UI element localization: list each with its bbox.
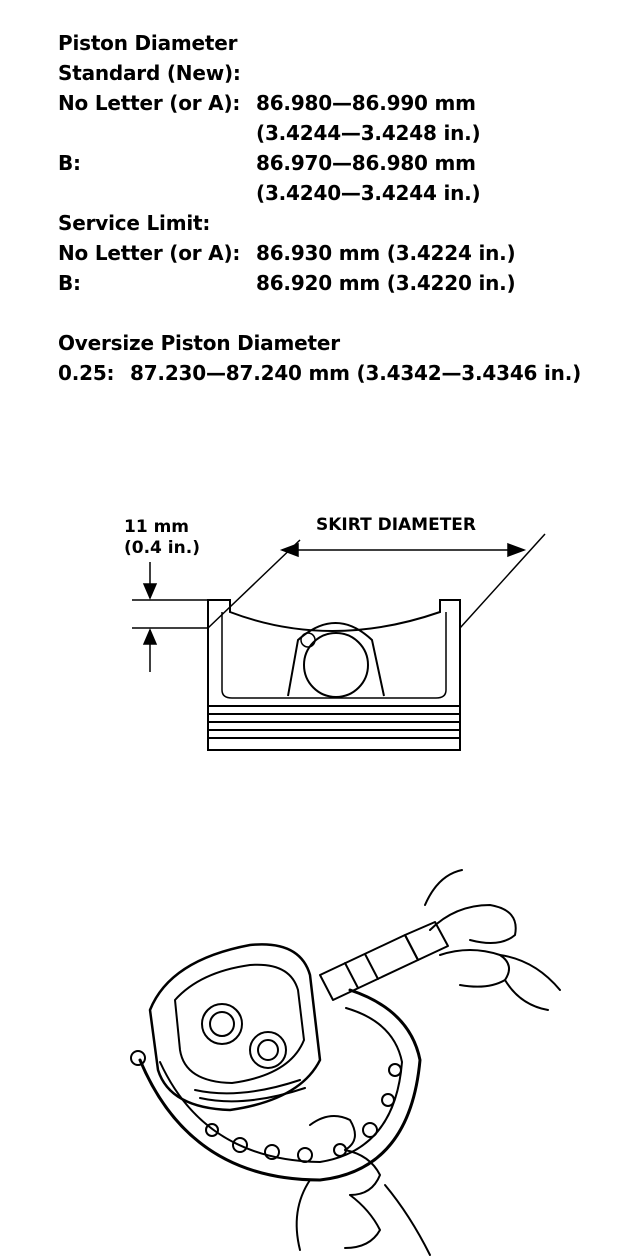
service-b-value: 86.920 mm (3.4220 in.) — [256, 271, 516, 295]
standard-row-a — [58, 88, 628, 118]
offset-in-label: (0.4 in.) — [124, 538, 200, 558]
service-row-b — [58, 268, 628, 298]
service-b-label: B: — [58, 271, 81, 295]
service-a-value: 86.930 mm (3.4224 in.) — [256, 241, 516, 265]
standard-b-label: B: — [58, 151, 81, 175]
skirt-diameter-label: SKIRT DIAMETER — [316, 515, 477, 535]
oversize-row — [58, 358, 628, 388]
standard-a-in: (3.4244—3.4248 in.) — [256, 121, 481, 145]
micrometer-measurement-illustration — [0, 860, 640, 1260]
oversize-value: 87.230—87.240 mm (3.4342—3.4346 in.) — [130, 361, 582, 385]
oversize-heading: Oversize Piston Diameter — [58, 331, 340, 355]
standard-b-in: (3.4240—3.4244 in.) — [256, 181, 481, 205]
standard-b-mm: 86.970—86.980 mm — [256, 151, 476, 175]
offset-mm-label: 11 mm — [124, 517, 190, 537]
standard-a-mm: 86.980—86.990 mm — [256, 91, 476, 115]
standard-row-b — [58, 148, 628, 178]
piston-skirt-diagram — [0, 490, 640, 770]
standard-label: Standard (New): — [58, 61, 241, 85]
service-a-label: No Letter (or A): — [58, 241, 241, 265]
spec-block — [58, 28, 628, 388]
standard-a-label: No Letter (or A): — [58, 91, 241, 115]
spec-heading: Piston Diameter — [58, 31, 238, 55]
service-row-a — [58, 238, 628, 268]
oversize-label: 0.25: — [58, 361, 115, 385]
service-label: Service Limit: — [58, 211, 211, 235]
